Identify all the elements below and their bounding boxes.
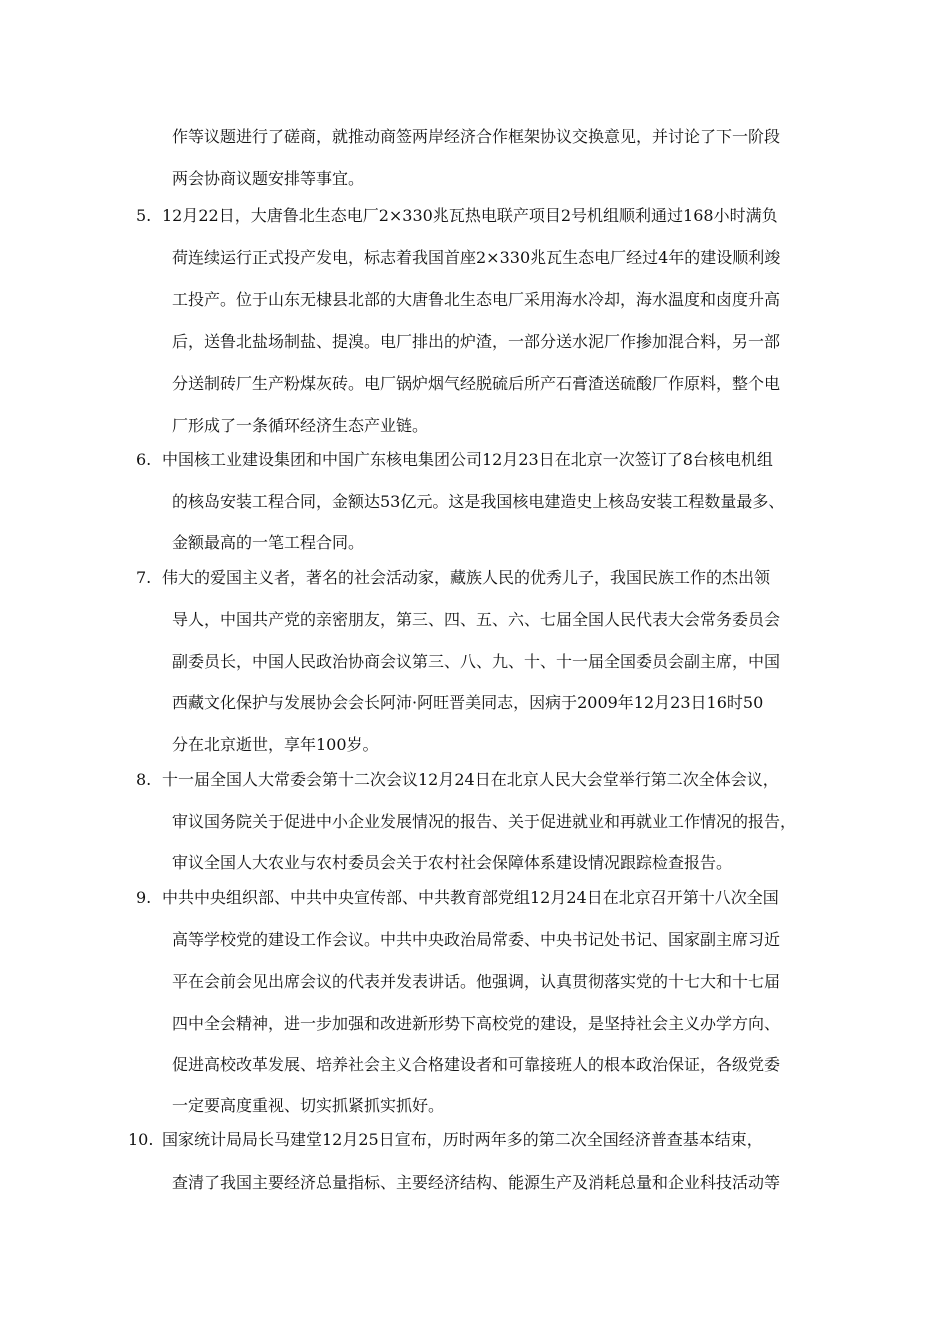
- item-text-line: 分送制砖厂生产粉煤灰砖。电厂锅炉烟气经脱硫后所产石膏渣送硫酸厂作原料，整个电: [172, 374, 781, 393]
- item-text-line: 厂形成了一条循环经济生态产业链。: [172, 416, 429, 435]
- item-number: 5.: [136, 206, 152, 225]
- item-text-line: 副委员长，中国人民政治协商会议第三、八、九、十、十一届全国委员会副主席，中国: [172, 652, 781, 671]
- item-text-line: 国家统计局局长马建堂12月25日宣布，历时两年多的第二次全国经济普查基本结束，: [162, 1130, 763, 1149]
- item-text-line: 审议全国人大农业与农村委员会关于农村社会保障体系建设情况跟踪检查报告。: [172, 853, 733, 872]
- item-text-line: 12月22日，大唐鲁北生态电厂2×330兆瓦热电联产项目2号机组顺利通过168小时满负: [162, 206, 778, 225]
- item-text-line: 高等学校党的建设工作会议。中共中央政治局常委、中央书记处书记、国家副主席习近: [172, 930, 781, 949]
- item-text-line: 中国核工业建设集团和中国广东核电集团公司12月23日在北京一次签订了8台核电机组: [162, 450, 773, 469]
- item-text-line: 十一届全国人大常委会第十二次会议12月24日在北京人民大会堂举行第二次全体会议，: [162, 770, 779, 789]
- item-text-line: 伟大的爱国主义者，著名的社会活动家，藏族人民的优秀儿子，我国民族工作的杰出领: [162, 568, 771, 587]
- item-text-line: 工投产。位于山东无棣县北部的大唐鲁北生态电厂采用海水冷却，海水温度和卤度升高: [172, 290, 781, 309]
- item-text-line: 金额最高的一笔工程合同。: [172, 533, 365, 552]
- item-text-line: 导人，中国共产党的亲密朋友，第三、四、五、六、七届全国人民代表大会常务委员会: [172, 610, 781, 629]
- item-number: 10.: [128, 1130, 154, 1149]
- item-text-line: 四中全会精神，进一步加强和改进新形势下高校党的建设，是坚持社会主义办学方向、: [172, 1014, 781, 1033]
- item-text-line: 一定要高度重视、切实抓紧抓实抓好。: [172, 1096, 445, 1115]
- item-text-line: 荷连续运行正式投产发电，标志着我国首座2×330兆瓦生态电厂经过4年的建设顺利竣: [172, 248, 781, 267]
- item-text-line: 的核岛安装工程合同，金额达53亿元。这是我国核电建造史上核岛安装工程数量最多、: [172, 492, 785, 511]
- item-text-line: 平在会前会见出席会议的代表并发表讲话。他强调，认真贯彻落实党的十七大和十七届: [172, 972, 781, 991]
- item-text-line: 后，送鲁北盐场制盐、提溴。电厂排出的炉渣，一部分送水泥厂作掺加混合料，另一部: [172, 332, 781, 351]
- item-text-line: 查清了我国主要经济总量指标、主要经济结构、能源生产及消耗总量和企业科技活动等: [172, 1173, 781, 1192]
- item-number: 9.: [136, 888, 152, 907]
- item-text-line: 分在北京逝世，享年100岁。: [172, 735, 379, 754]
- item-text-line: 审议国务院关于促进中小企业发展情况的报告、关于促进就业和再就业工作情况的报告，: [172, 812, 797, 831]
- continuation-line: 作等议题进行了磋商，就推动商签两岸经济合作框架协议交换意见，并讨论了下一阶段: [172, 127, 781, 146]
- item-text-line: 西藏文化保护与发展协会会长阿沛·阿旺晋美同志，因病于2009年12月23日16时50: [172, 693, 764, 712]
- continuation-line: 两会协商议题安排等事宜。: [172, 169, 365, 188]
- item-text-line: 促进高校改革发展、培养社会主义合格建设者和可靠接班人的根本政治保证，各级党委: [172, 1055, 781, 1074]
- item-number: 6.: [136, 450, 152, 469]
- item-number: 8.: [136, 770, 152, 789]
- item-text-line: 中共中央组织部、中共中央宣传部、中共教育部党组12月24日在北京召开第十八次全国: [162, 888, 779, 907]
- item-number: 7.: [136, 568, 152, 587]
